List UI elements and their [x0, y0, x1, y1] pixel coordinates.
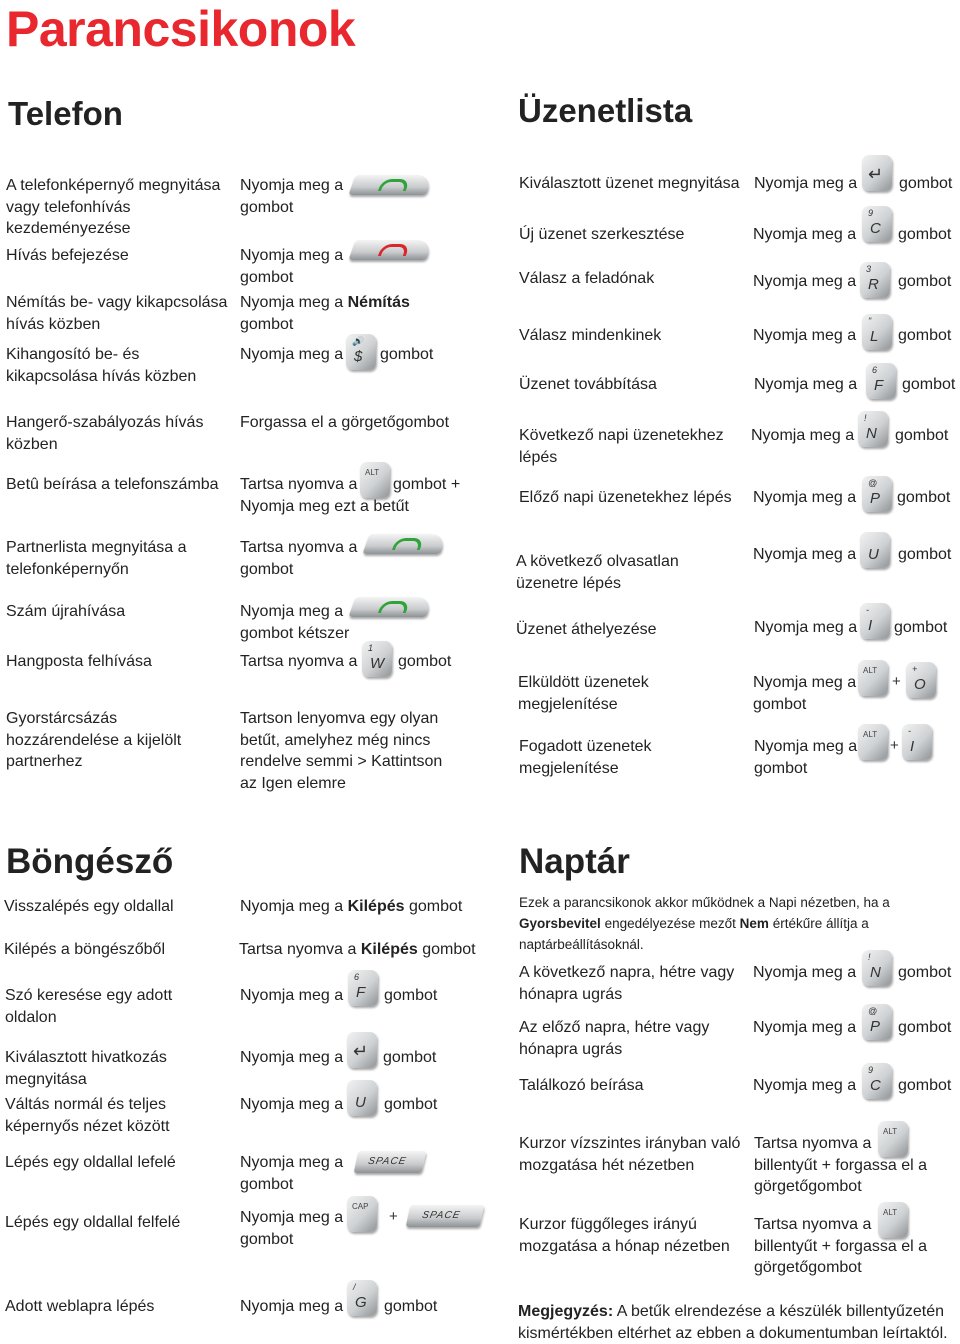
n-key-icon: ! N	[858, 411, 888, 447]
message-row-action: Nyomja meg a	[753, 273, 857, 290]
message-row-action: Nyomja meg a	[754, 376, 858, 393]
calendar-row-label: Találkozó beírása	[519, 1077, 644, 1094]
cap-key-icon: CAP	[347, 1196, 377, 1232]
phone-row-action: Tartsa nyomva a	[240, 653, 358, 670]
phone-row-action-suffix: gombot	[380, 346, 434, 363]
r-key-icon: 3 R	[860, 262, 890, 298]
phone-row-action: Nyomja meg a gombot	[240, 177, 344, 216]
browser-row-action: Tartsa nyomva a Kilépés gombot	[239, 941, 476, 958]
i-key-icon: - I	[860, 603, 890, 639]
calendar-row-suffix: gombot	[898, 1019, 952, 1036]
o-key-icon: + O	[906, 662, 936, 698]
phone-row-action: Nyomja meg a Némítás gombot	[240, 294, 410, 333]
phone-row-action: Nyomja meg a gombot	[240, 247, 344, 286]
message-row-label: A következő olvasatlan üzenetre lépés	[516, 553, 679, 592]
browser-row-label: Lépés egy oldallal lefelé	[5, 1154, 176, 1171]
w-key-icon: 1 W	[362, 641, 392, 677]
speaker-key-icon: 🔊 $	[346, 334, 376, 370]
message-row-label: Következő napi üzenetekhez lépés	[519, 427, 724, 466]
phone-row-label: Kihangosító be- és kikapcsolása hívás közben	[6, 346, 197, 385]
section-heading-messages: Üzenetlista	[518, 92, 693, 129]
calendar-row-action: Tartsa nyomva a billentyűt + forgassa el a görgetőgombot	[754, 1135, 927, 1195]
phone-row-action: Forgassa el a görgetőgombot	[240, 414, 450, 431]
message-row-label: Kiválasztott üzenet megnyitása	[519, 175, 740, 192]
phone-row-label: Gyorstárcsázás hozzárendelése a kijelölt partnerhez	[6, 710, 182, 770]
alt-key-icon: ALT	[878, 1121, 908, 1157]
browser-row-label: Váltás normál és teljes képernyős nézet között	[5, 1096, 170, 1135]
message-row-action: Nyomja meg a gombot	[753, 674, 857, 713]
message-row-label: Üzenet továbbítása	[519, 376, 657, 393]
browser-row-action: Nyomja meg a gombot	[240, 1209, 344, 1248]
message-row-action: Nyomja meg a gombot	[754, 738, 858, 777]
end-key-icon	[348, 240, 433, 260]
p-key-icon: @ P	[862, 1004, 892, 1040]
message-row-label: Előző napi üzenetekhez lépés	[519, 489, 732, 506]
f-key-icon: 6 F	[348, 970, 378, 1006]
message-row-suffix: gombot	[897, 489, 951, 506]
calendar-intro: Ezek a parancsikonok akkor működnek a Napi nézetben, ha a Gyorsbevitel engedélyezése mezőt Nem értékűre állítja a naptárbeállításoknál.	[519, 895, 890, 952]
message-row-suffix: gombot	[895, 427, 949, 444]
message-row-suffix: gombot	[898, 546, 952, 563]
message-row-suffix: gombot	[898, 273, 952, 290]
phone-row-action-suffix: gombot +	[393, 476, 461, 493]
send-key-icon	[348, 175, 433, 195]
message-row-action: Nyomja meg a	[753, 489, 857, 506]
page-title: Parancsikonok	[6, 1, 356, 57]
enter-key-icon: ↵	[862, 155, 892, 191]
message-row-suffix: gombot	[902, 376, 956, 393]
browser-row-label: Kilépés a böngészőből	[4, 941, 166, 958]
section-heading-phone: Telefon	[8, 95, 123, 132]
message-row-label: Fogadott üzenetek megjelenítése	[519, 738, 652, 777]
plus-sign: +	[892, 673, 901, 690]
g-key-icon: / G	[347, 1280, 377, 1316]
c-key-icon: 9 C	[862, 206, 892, 242]
message-row-label: Elküldött üzenetek megjelenítése	[518, 674, 649, 713]
browser-row-action: Nyomja meg a	[240, 1049, 344, 1066]
send-key-icon	[348, 597, 433, 617]
l-key-icon: " L	[862, 314, 892, 350]
browser-row-suffix: gombot	[383, 1049, 437, 1066]
send-key-icon	[362, 534, 447, 554]
message-row-label: Üzenet áthelyezése	[516, 621, 657, 638]
phone-row-action: Tartsa nyomva a Nyomja meg ezt a betűt	[240, 476, 409, 515]
browser-row-action: Nyomja meg a Kilépés gombot	[240, 898, 463, 915]
phone-row-action: Tartson lenyomva egy olyan betűt, amelyhez még nincs rendelve semmi > Kattintson az Igen elemre	[240, 710, 443, 792]
phone-row-label: Némítás be- vagy kikapcsolása hívás közben	[6, 294, 228, 333]
phone-row-label: Szám újrahívása	[6, 603, 126, 620]
message-row-action: Nyomja meg a	[754, 175, 858, 192]
calendar-row-suffix: gombot	[898, 1077, 952, 1094]
alt-key-icon: ALT	[360, 462, 390, 498]
message-row-label: Válasz mindenkinek	[519, 327, 662, 344]
browser-row-suffix: gombot	[384, 1096, 438, 1113]
phone-row-action: Nyomja meg a	[240, 346, 344, 363]
browser-row-label: Kiválasztott hivatkozás megnyitása	[5, 1049, 167, 1088]
u-key-icon: U	[860, 532, 890, 568]
browser-row-label: Adott weblapra lépés	[5, 1298, 155, 1315]
phone-row-label: A telefonképernyő megnyitása vagy telefonhívás kezdeményezése	[6, 177, 221, 237]
browser-row-suffix: gombot	[384, 1298, 438, 1315]
browser-row-action: Nyomja meg a	[240, 1096, 344, 1113]
browser-row-suffix: gombot	[384, 987, 438, 1004]
calendar-row-label: Kurzor függőleges irányú mozgatása a hónap nézetben	[519, 1216, 730, 1255]
message-row-suffix: gombot	[894, 619, 948, 636]
browser-row-label: Szó keresése egy adott oldalon	[5, 987, 173, 1026]
message-row-action: Nyomja meg a	[753, 546, 857, 563]
message-row-suffix: gombot	[898, 226, 952, 243]
message-row-label: Új üzenet szerkesztése	[519, 226, 685, 243]
message-row-action: Nyomja meg a	[754, 619, 858, 636]
calendar-row-action: Tartsa nyomva a billentyűt + forgassa el a görgetőgombot	[754, 1216, 927, 1276]
i-key-icon: - I	[902, 724, 932, 760]
message-row-action: Nyomja meg a	[753, 226, 857, 243]
calendar-row-action: Nyomja meg a	[753, 1077, 857, 1094]
space-key-icon: SPACE	[406, 1205, 485, 1227]
browser-row-action: Nyomja meg a gombot	[240, 1154, 344, 1193]
section-heading-browser: Böngésző	[6, 842, 174, 881]
alt-key-icon: ALT	[878, 1202, 908, 1238]
phone-row-action-suffix: gombot	[398, 653, 452, 670]
message-row-suffix: gombot	[898, 327, 952, 344]
plus-sign: +	[389, 1208, 398, 1225]
space-key-icon: SPACE	[354, 1151, 427, 1173]
alt-key-icon: ALT	[858, 660, 888, 696]
n-key-icon: ! N	[862, 950, 892, 986]
message-row-action: Nyomja meg a	[753, 327, 857, 344]
calendar-row-label: Az előző napra, hétre vagy hónapra ugrás	[519, 1019, 710, 1058]
calendar-row-suffix: gombot	[898, 964, 952, 981]
phone-row-label: Hívás befejezése	[6, 247, 129, 264]
phone-row-label: Hangposta felhívása	[6, 653, 152, 670]
section-heading-calendar: Naptár	[519, 842, 630, 881]
phone-row-action: Tartsa nyomva a gombot	[240, 539, 358, 578]
phone-row-label: Partnerlista megnyitása a telefonképernyőn	[6, 539, 187, 578]
message-row-action: Nyomja meg a	[751, 427, 855, 444]
calendar-row-action: Nyomja meg a	[753, 1019, 857, 1036]
c-key-icon: 9 C	[862, 1063, 892, 1099]
message-row-suffix: gombot	[899, 175, 953, 192]
u-key-icon: U	[347, 1080, 377, 1116]
browser-row-label: Lépés egy oldallal felfelé	[5, 1214, 181, 1231]
phone-row-label: Betû beírása a telefonszámba	[6, 476, 219, 493]
enter-key-icon: ↵	[347, 1032, 377, 1068]
f-key-icon: 6 F	[866, 363, 896, 399]
calendar-row-action: Nyomja meg a	[753, 964, 857, 981]
plus-sign: +	[890, 737, 899, 754]
browser-row-action: Nyomja meg a	[240, 1298, 344, 1315]
browser-row-action: Nyomja meg a	[240, 987, 344, 1004]
footnote: Megjegyzés: A betűk elrendezése a készülék billentyűzetén kismértékben eltérhet az ebben a dokumentumban leírtaktól.	[518, 1303, 948, 1342]
phone-row-label: Hangerő-szabályozás hívás közben	[6, 414, 204, 453]
calendar-row-label: Kurzor vízszintes irányban való mozgatása hét nézetben	[519, 1135, 741, 1174]
message-row-label: Válasz a feladónak	[519, 270, 655, 287]
alt-key-icon: ALT	[858, 724, 888, 760]
calendar-row-label: A következő napra, hétre vagy hónapra ugrás	[519, 964, 735, 1003]
phone-row-action: Nyomja meg a gombot kétszer	[240, 603, 350, 642]
browser-row-label: Visszalépés egy oldallal	[4, 898, 174, 915]
p-key-icon: @ P	[862, 476, 892, 512]
